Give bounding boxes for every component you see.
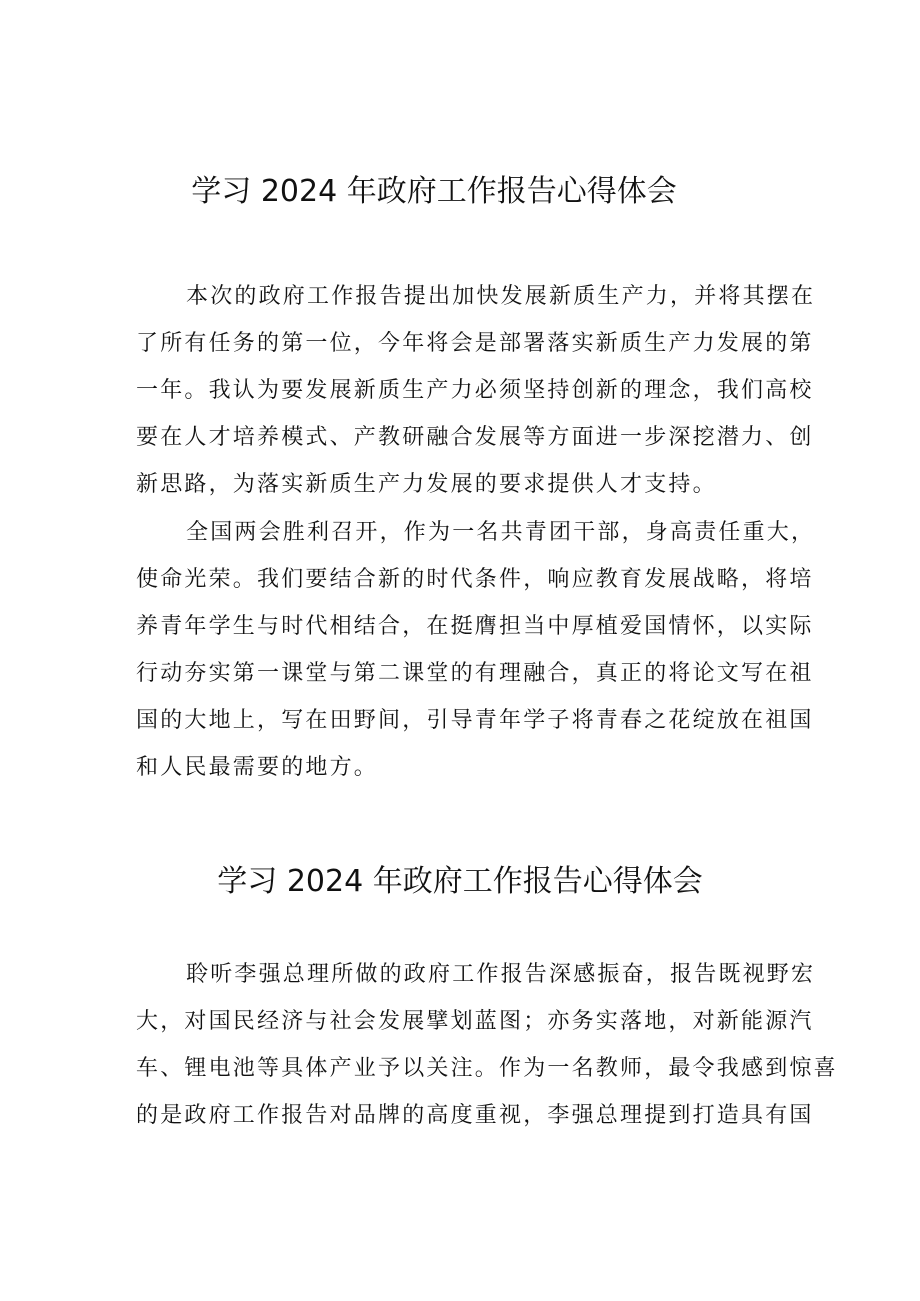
paragraph-line: 要在人才培养模式、产教研融合发展等方面进一步深挖潜力、创	[136, 425, 814, 450]
paragraph	[136, 273, 816, 508]
paragraph-line: 行动夯实第一课堂与第二课堂的有理融合，真正的将论文写在祖	[136, 661, 814, 686]
paragraph-line: 国的大地上，写在田野间，引导青年学子将青春之花绽放在祖国	[136, 708, 814, 733]
paragraph-line: 车、锂电池等具体产业予以关注。作为一名教师，最令我感到惊喜	[136, 1056, 838, 1081]
paragraph-line: 大，对国民经济与社会发展擘划蓝图；亦务实落地，对新能源汽	[136, 1009, 814, 1034]
paragraph-line: 了所有任务的第一位，今年将会是部署落实新质生产力发展的第	[136, 331, 814, 356]
paragraph-line: 聆听李强总理所做的政府工作报告深感振奋，报告既视野宏	[186, 962, 816, 987]
section-title: 学习 2024 年政府工作报告心得体会	[217, 864, 703, 899]
paragraph-line: 本次的政府工作报告提出加快发展新质生产力，并将其摆在	[186, 284, 816, 309]
paragraph	[136, 509, 816, 791]
paragraph	[136, 951, 838, 1139]
paragraph-line: 全国两会胜利召开，作为一名共青团干部，身高责任重大，	[186, 520, 816, 545]
section-title: 学习 2024 年政府工作报告心得体会	[191, 174, 677, 209]
paragraph-line: 养青年学生与时代相结合，在挺膺担当中厚植爱国情怀，以实际	[136, 614, 814, 639]
paragraph-line: 和人民最需要的地方。	[136, 755, 379, 780]
paragraph-line: 新思路，为落实新质生产力发展的要求提供人才支持。	[136, 472, 717, 497]
paragraph-line: 一年。我认为要发展新质生产力必须坚持创新的理念，我们高校	[136, 378, 814, 403]
paragraph-line: 使命光荣。我们要结合新的时代条件，响应教育发展战略，将培	[136, 567, 814, 592]
paragraph-line: 的是政府工作报告对品牌的高度重视，李强总理提到打造具有国	[136, 1103, 814, 1128]
